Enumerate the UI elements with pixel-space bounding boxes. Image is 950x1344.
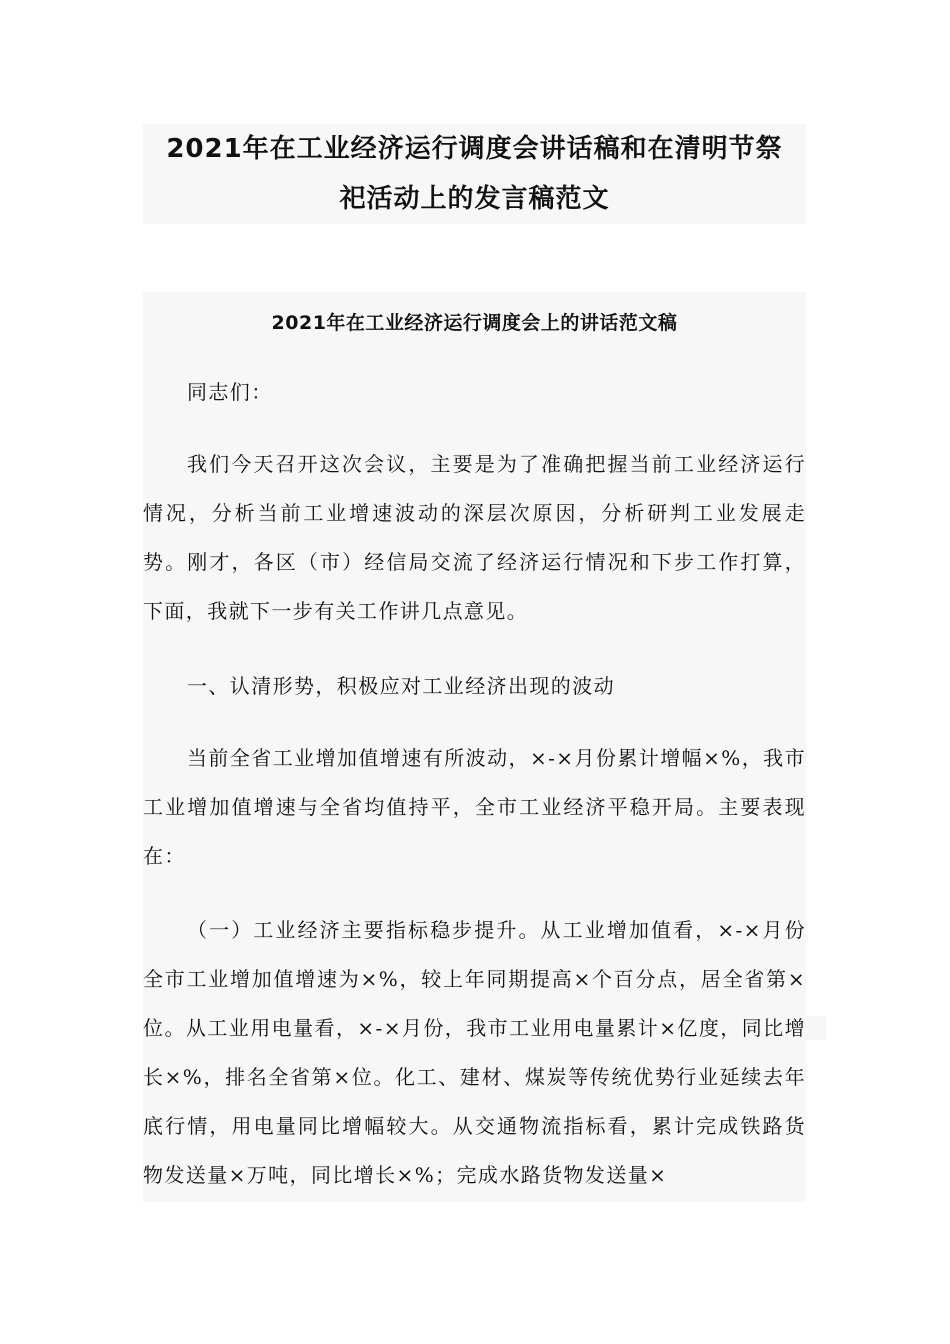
paragraph-situation: 当前全省工业增加值增速有所波动，×-×月份累计增幅×%，我市工业增加值增速与全省均值持平，全市工业经济平稳开局。主要表现在： — [143, 746, 806, 868]
section-heading-1: 一、认清形势，积极应对工业经济出现的波动 — [187, 674, 615, 698]
speech-subtitle: 2021年在工业经济运行调度会上的讲话范文稿 — [271, 312, 678, 334]
title-line-1: 2021年在工业经济运行调度会讲话稿和在清明节祭 — [166, 134, 783, 164]
title-block — [143, 124, 806, 224]
highlight-overflow — [806, 1016, 826, 1040]
title-line-2: 祀活动上的发言稿范文 — [339, 184, 610, 214]
document-title — [143, 124, 806, 224]
paragraph-indicators: （一）工业经济主要指标稳步提升。从工业增加值看，×-×月份全市工业增加值增速为×%，较上年同期提高×个百分点，居全省第×位。从工业用电量看，×-×月份，我市工业用电量累计×亿度，同比增长×%，排名全省第×位。化工、建材、煤炭等传统优势行业延续去年底行情，用电量同比增幅较大。从交通物流指标看，累计完成铁路货物发送量×万吨，同比增长×%；完成水路货物发送量× — [143, 918, 806, 1187]
paragraph-intro: 我们今天召开这次会议，主要是为了准确把握当前工业经济运行情况，分析当前工业增速波动的深层次原因，分析研判工业发展走势。刚才，各区（市）经信局交流了经济运行情况和下步工作打算，下面，我就下一步有关工作讲几点意见。 — [143, 452, 806, 623]
speech-body — [143, 292, 806, 1202]
salutation: 同志们： — [187, 380, 273, 404]
